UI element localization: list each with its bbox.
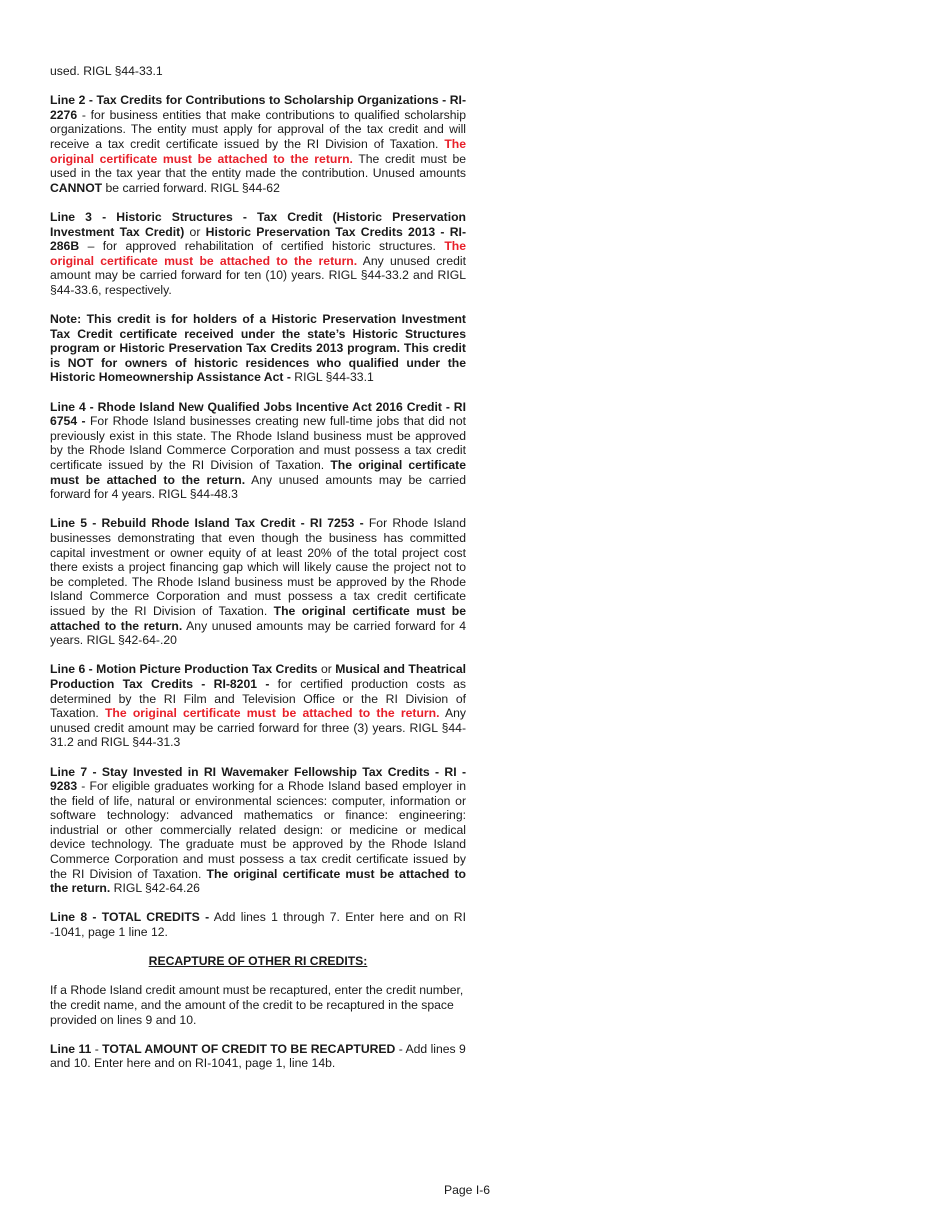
page-number: Page I-6 <box>444 1183 491 1197</box>
original-certificate-warning: The original certificate must be attached to the return. <box>50 136 466 166</box>
line-8-paragraph: Line 8 - TOTAL CREDITS - Add lines 1 through 7. Enter here and on RI -1041, page 1 line 12. <box>50 910 466 940</box>
note-text: Note: This credit is for holders of a Historic Preservation Investment Tax Credit certificate received under the state’s Historic Structures program or Historic Preservation Tax Credits 2013 program. This credit is NOT for owners of historic residences who qualified under the Historic Homeownership Assistance Act - <box>50 312 466 385</box>
line-11-heading: Line 11 <box>50 1041 92 1056</box>
recapture-heading: RECAPTURE OF OTHER RI CREDITS: <box>148 954 368 969</box>
intro-line: used. RIGL §44-33.1 <box>50 64 163 78</box>
line-11-paragraph: Line 11 - TOTAL AMOUNT OF CREDIT TO BE RECAPTURED - Add lines 9 and 10. Enter here and on RI-1041, page 1, line 14b. <box>50 1041 466 1071</box>
note-paragraph: Note: This credit is for holders of a Historic Preservation Investment Tax Credit certificate received under the state’s Historic Structures program or Historic Preservation Tax Credits 2013 program. This credit is NOT for owners of historic residences who qualified under the Historic Homeownership Assistance Act - RIGL §44-33.1 <box>50 312 466 385</box>
line-6-paragraph: Line 6 - Motion Picture Production Tax Credits or Musical and Theatrical Production Tax Credits - RI-8201 - for certified production costs as determined by the RI Film and Television Office or the RI Division of Taxation. The original certificate must be attached to the return. Any unused credit amount may be carried forward for three (3) years. RIGL §44-31.2 and RIGL §44-31.3 <box>50 662 467 750</box>
original-certificate-warning: The original certificate must be attached to the return. <box>104 706 440 721</box>
line-4-heading: Line 4 - Rhode Island New Qualified Jobs Incentive Act 2016 Credit - RI 6754 - <box>50 399 466 429</box>
line-3-heading: Line 3 - Historic Structures - Tax Credit (Historic Preservation Investment Tax Credit) <box>50 209 466 239</box>
line-5-paragraph: Line 5 - Rebuild Rhode Island Tax Credit - RI 7253 - For Rhode Island businesses demonstrating that even though the business has committed capital investment or owner equity of at least 20% of the total project cost there exists a project financing gap which will likely cause the project not to be completed. The Rhode Island business must be approved by the Rhode Island Commerce Corporation and must possess a tax credit certificate issued by the RI Division of Taxation. The original certificate must be attached to the return. Any unused amounts may be carried forward for 4 years. RIGL §42-64-.20 <box>50 516 466 648</box>
recapture-paragraph: If a Rhode Island credit amount must be recaptured, enter the credit number, the credit name, and the amount of the credit to be recaptured in the space provided on lines 9 and 10. <box>50 983 464 1027</box>
line-2-heading: Line 2 - Tax Credits for Contributions to Scholarship Organizations - RI-2276 <box>50 93 466 122</box>
line-7-heading: Line 7 - Stay Invested in RI Wavemaker Fellowship Tax Credits - RI - 9283 <box>50 764 466 794</box>
instructions-column <box>50 64 466 1071</box>
line-4-paragraph: Line 4 - Rhode Island New Qualified Jobs Incentive Act 2016 Credit - RI 6754 - For Rhode Island businesses creating new full-time jobs that did not previously exist in this state. The Rhode Island business must be approved by the Rhode Island Commerce Corporation and must possess a tax credit certificate issued by the RI Division of Taxation. The original certificate must be attached to the return. Any unused amounts may be carried forward for 4 years. RIGL §44-48.3 <box>50 399 466 502</box>
line-7-paragraph: Line 7 - Stay Invested in RI Wavemaker Fellowship Tax Credits - RI - 9283 - For eligible graduates working for a Rhode Island based employer in the field of life, natural or environmental sciences: computer, information or software technology: advanced mathematics or finance: engineering: industrial or other commercially related design: or medicine or medical device technology. The graduate must be approved by the Rhode Island Commerce Corporation and must possess a tax credit certificate issued by the RI Division of Taxation. The original certificate must be attached to the return. RIGL §42-64.26 <box>50 764 466 896</box>
line-5-heading: Line 5 - Rebuild Rhode Island Tax Credit - RI 7253 - <box>50 516 364 531</box>
original-certificate-warning: The original certificate must be attached to the return. <box>50 239 466 268</box>
line-3-paragraph: Line 3 - Historic Structures - Tax Credit (Historic Preservation Investment Tax Credit) or Historic Preservation Tax Credits 2013 - RI-286B – for approved rehabilitation of certified historic structures. The original certificate must be attached to the return. Any unused credit amount may be carried forward for ten (10) years. RIGL §44-33.2 and RIGL §44-33.6, respectively. <box>50 209 467 297</box>
line-6-heading: Line 6 - Motion Picture Production Tax Credits <box>50 662 318 677</box>
line-8-heading: Line 8 - TOTAL CREDITS - <box>50 910 210 925</box>
line-2-paragraph: Line 2 - Tax Credits for Contributions to Scholarship Organizations - RI-2276 - for business entities that make contributions to qualified scholarship organizations. The entity must apply for approval of the tax credit and will receive a tax credit certificate issued by the RI Division of Taxation. The original certificate must be attached to the return. The credit must be used in the tax year that the entity made the contribution. Unused amounts CANNOT be carried forward. RIGL §44-62 <box>50 93 467 195</box>
